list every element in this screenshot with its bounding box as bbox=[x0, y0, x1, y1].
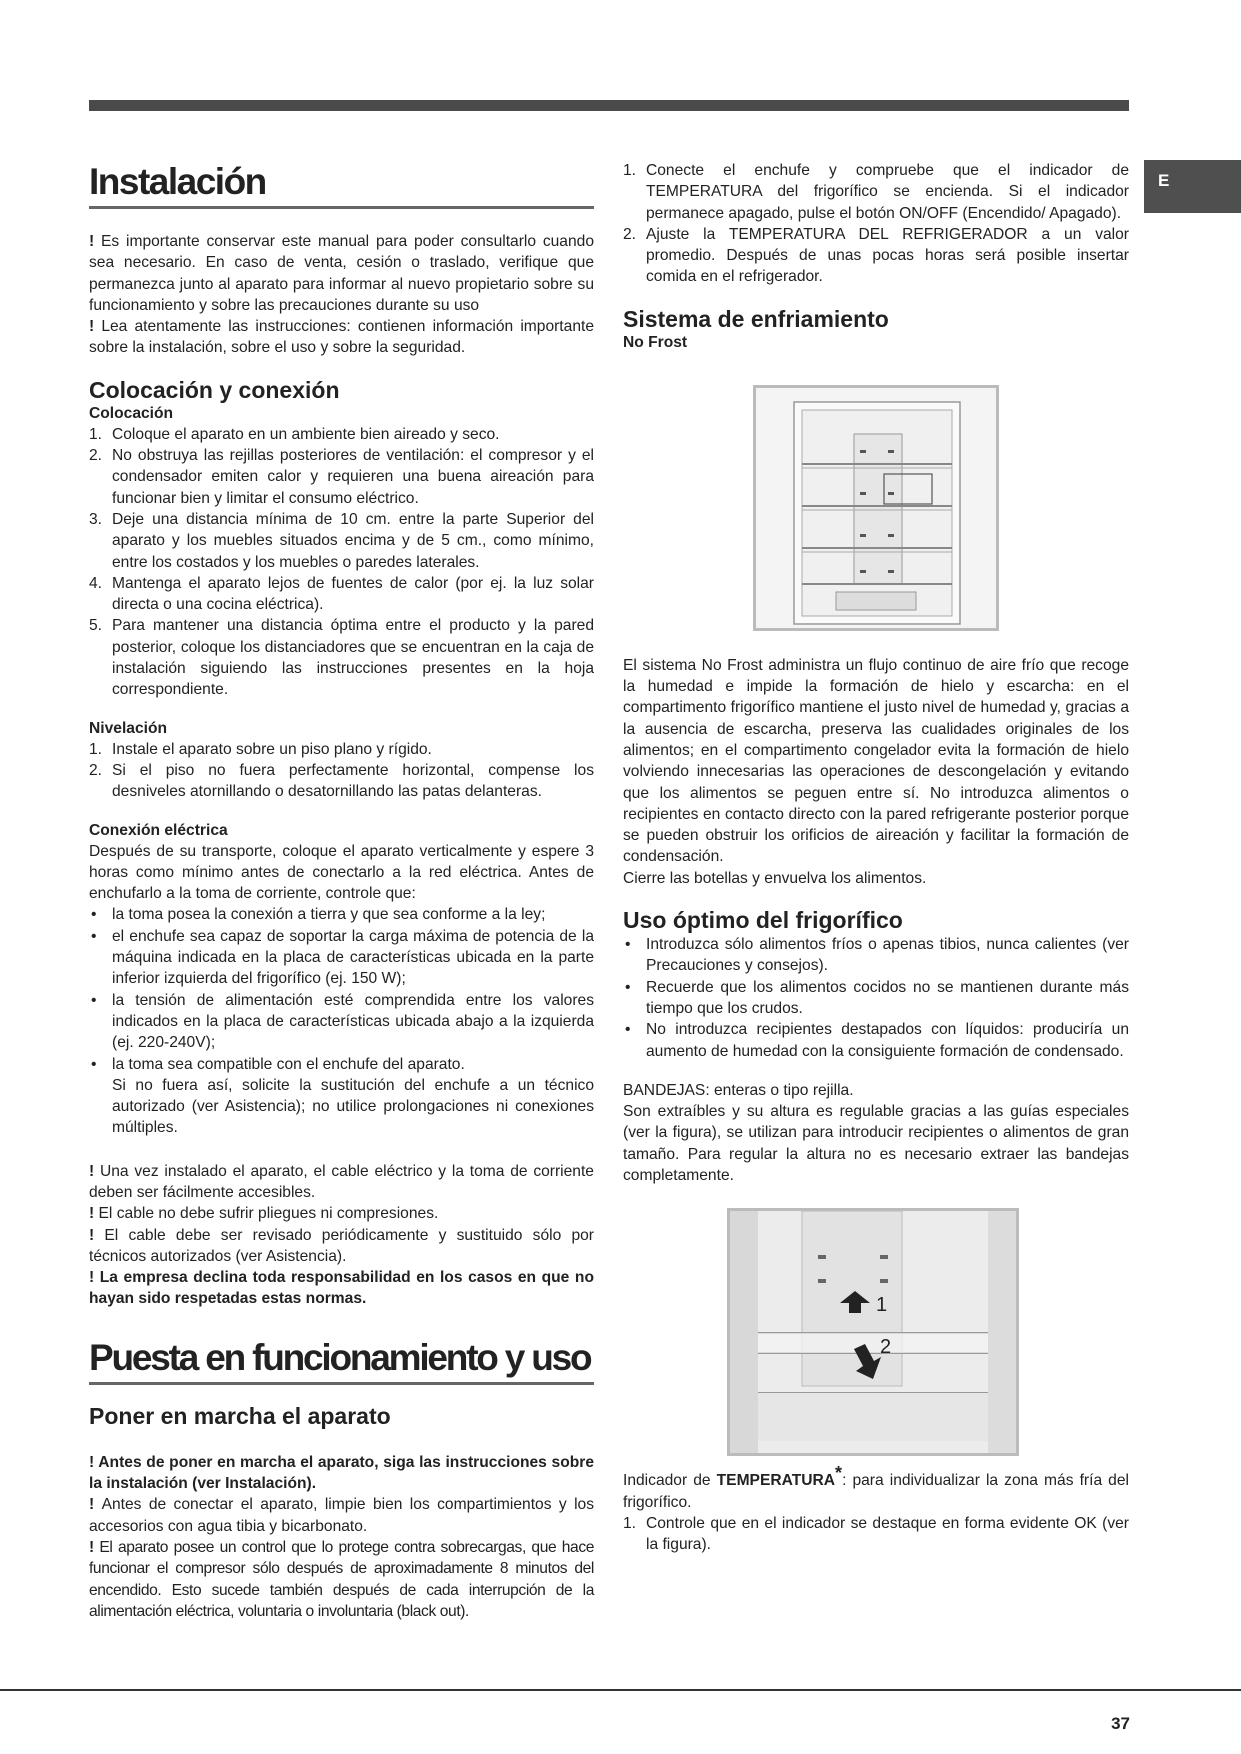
shelf-step-1-label: 1 bbox=[876, 1294, 888, 1317]
subheading-conexion-electrica: Conexión eléctrica bbox=[89, 821, 228, 839]
poner-note-1: ! Antes de conectar el aparato, limpie bien los compartimientos y los accesorios con agua tibia y bicarbonato. bbox=[89, 1496, 594, 1535]
intro-paragraph-1: ! Es importante conservar este manual para poder consultarlo cuando sea necesario. En caso de venta, cesión o traslado, verifique que permanezca junto al aparato para informar al nuevo propietario sobre su funcionamiento y sobre las precauciones durante su uso bbox=[89, 233, 595, 314]
bandejas-label: BANDEJAS: enteras o tipo rejilla. bbox=[623, 1081, 854, 1099]
page-number: 37 bbox=[1111, 1714, 1130, 1733]
list-item: • el enchufe sea capaz de soportar la carga máxima de potencia de la máquina indicada en la placa de características ubicada en la parte inferior izquierda del frigorífico (ej. 150 W); bbox=[91, 927, 594, 988]
list-item: 1. Conecte el enchufe y compruebe que el indicador de TEMPERATURA del frigorífico se encienda. Si el indicador permanece apagado, pulse el botón ON/OFF (Encendido/ Apagado). bbox=[623, 162, 1129, 222]
bandejas-paragraph: Son extraíbles y su altura es regulable gracias a las guías especiales (ver la figura), se utilizan para introducir recipientes o alimentos de gran tamaño. Para regular la altura no es necesario extraer las bandejas completamente. bbox=[623, 1103, 1129, 1185]
list-item: 2. Ajuste la TEMPERATURA DEL REFRIGERADOR a un valor promedio. Después de unas pocas horas será posible insertar comida en el refrigerador. bbox=[623, 225, 1129, 286]
uso-bullets bbox=[623, 934, 1129, 1062]
list-item: • Introduzca sólo alimentos fríos o apenas tibios, nunca calientes (ver Precauciones y consejos). bbox=[625, 936, 1129, 975]
top-rule bbox=[89, 100, 1129, 111]
heading-sistema-enfriamiento: Sistema de enfriamiento bbox=[623, 305, 889, 332]
conexion-note: Si no fuera así, solicite la sustitución del enchufe a un técnico autorizado (ver Asistencia); no utilice prolongaciones ni conexiones múltiples. bbox=[112, 1076, 594, 1137]
subheading-colocacion: Colocación bbox=[89, 404, 174, 422]
conexion-paragraph: Después de su transporte, coloque el aparato verticalmente y espere 3 horas como mínimo antes de conectarlo a la red eléctrica. Antes de enchufarlo a la toma de corriente, controle que: bbox=[89, 842, 594, 903]
indicador-list bbox=[623, 1513, 1129, 1556]
fridge-interior-figure bbox=[753, 385, 999, 631]
list-item: 1. Coloque el aparato en un ambiente bien aireado y seco. bbox=[89, 425, 500, 443]
list-item: 3. Deje una distancia mínima de 10 cm. entre la parte Superior del aparato y los muebles situados encima y de 5 cm., como mínimo, entre los costados y los muebles o paredes laterales. bbox=[89, 510, 594, 571]
intro-paragraph-2: ! Lea atentamente las instrucciones: contienen información importante sobre la instalación, sobre el uso y sobre la seguridad. bbox=[89, 318, 594, 357]
indicador-paragraph: Indicador de TEMPERATURA*: para individualizar la zona más fría del frigorífico. bbox=[623, 1463, 1129, 1511]
heading-uso-optimo: Uso óptimo del frigorífico bbox=[623, 907, 903, 934]
right-column bbox=[623, 160, 1129, 1556]
subheading-nivelacion: Nivelación bbox=[89, 719, 167, 737]
start-list bbox=[623, 160, 1129, 288]
list-item: • la tensión de alimentación esté comprendida entre los valores indicados en la placa de características ubicada abajo a la izquierda (ej. 220-240V); bbox=[91, 991, 594, 1052]
heading-colocacion-conexion: Colocación y conexión bbox=[89, 376, 340, 403]
list-item: 1. Controle que en el indicador se destaque en forma evidente OK (ver la figura). bbox=[623, 1514, 1129, 1554]
list-item: • No introduzca recipientes destapados con líquidos: produciría un aumento de humedad con la consiguiente formación de condensado. bbox=[625, 1021, 1129, 1060]
nivelacion-list bbox=[89, 739, 594, 803]
language-tab: E bbox=[1144, 160, 1241, 213]
list-item: • la toma posea la conexión a tierra y que sea conforme a la ley; bbox=[91, 906, 546, 924]
poner-bold-note: ! Antes de poner en marcha el aparato, siga las instrucciones sobre la instalación (ver Instalación). bbox=[89, 1453, 594, 1493]
warning-1: ! Una vez instalado el aparato, el cable eléctrico y la toma de corriente deben ser fácilmente accesibles. bbox=[89, 1162, 594, 1201]
bottom-rule bbox=[0, 1689, 1241, 1691]
list-item: • Recuerde que los alimentos cocidos no se mantienen durante más tiempo que los crudos. bbox=[625, 978, 1129, 1017]
no-frost-paragraph-2: Cierre las botellas y envuelva los alimentos. bbox=[623, 869, 927, 887]
colocacion-list bbox=[89, 424, 594, 701]
list-item: • la toma sea compatible con el enchufe del aparato. bbox=[91, 1055, 465, 1073]
list-item: 4. Mantenga el aparato lejos de fuentes de calor (por ej. la luz solar directa o una cocina eléctrica). bbox=[89, 574, 594, 614]
poner-note-2: ! El aparato posee un control que lo protege contra sobrecargas, que hace funcionar el compresor sólo después de aproximadamente 8 minutos del encendido. Esto sucede también después de cada interrupción de la alimentación eléctrica, voluntaria o involuntaria (black out). bbox=[89, 1538, 594, 1620]
warning-disclaimer: ! La empresa declina toda responsabilidad en los casos en que no hayan sido respetadas estas normas. bbox=[89, 1269, 594, 1308]
section-title-instalacion: Instalación bbox=[89, 160, 594, 209]
subheading-no-frost: No Frost bbox=[623, 333, 688, 351]
warning-2: ! El cable no debe sufrir pliegues ni compresiones. bbox=[89, 1205, 439, 1223]
no-frost-paragraph: El sistema No Frost administra un flujo continuo de aire frío que recoge la humedad e impide la formación de hielo y escarcha: en el compartimento frigorífico mantiene el justo nivel de humedad y, gracias a la ausencia de escarcha, preserva las cualidades originales de los alimentos; en el compartimento congelador evita la formación de hielo volviendo innecesarias las operaciones de descongelación y evitando que los alimentos se peguen entre sí. No introduzca alimentos o recipientes en contacto directo con la pared refrigerante posterior porque se pueden obstruir los orificios de aireación y facilitar la formación de condensación. bbox=[623, 656, 1129, 866]
list-item: 2. Si el piso no fuera perfectamente horizontal, compense los desniveles atornillando o desatornillando las patas delanteras. bbox=[89, 761, 594, 801]
shelf-adjust-illustration bbox=[730, 1211, 1016, 1453]
shelf-step-2-label: 2 bbox=[880, 1336, 892, 1359]
section-title-puesta-en-funcionamiento: Puesta en funcionamiento y uso bbox=[89, 1336, 594, 1385]
warning-3: ! El cable debe ser revisado periódicamente y sustituido sólo por técnicos autorizados (ver Asistencia). bbox=[89, 1226, 594, 1265]
list-item: 2. No obstruya las rejillas posteriores de ventilación: el compresor y el condensador emiten calor y requieren una buena aireación para funcionar bien y limitar el consumo eléctrico. bbox=[89, 447, 594, 507]
conexion-bullets bbox=[89, 904, 594, 1074]
left-column bbox=[89, 150, 594, 1622]
list-item: 1. Instale el aparato sobre un piso plano y rígido. bbox=[89, 740, 432, 758]
shelf-adjust-figure bbox=[727, 1208, 1019, 1456]
fridge-interior-illustration bbox=[756, 388, 996, 628]
heading-poner-en-marcha: Poner en marcha el aparato bbox=[89, 1402, 391, 1429]
list-item: 5. Para mantener una distancia óptima entre el producto y la pared posterior, coloque los distanciadores que se encuentran en la caja de instalación siguiendo las instrucciones presentes en la hoja correspondiente. bbox=[89, 617, 594, 699]
